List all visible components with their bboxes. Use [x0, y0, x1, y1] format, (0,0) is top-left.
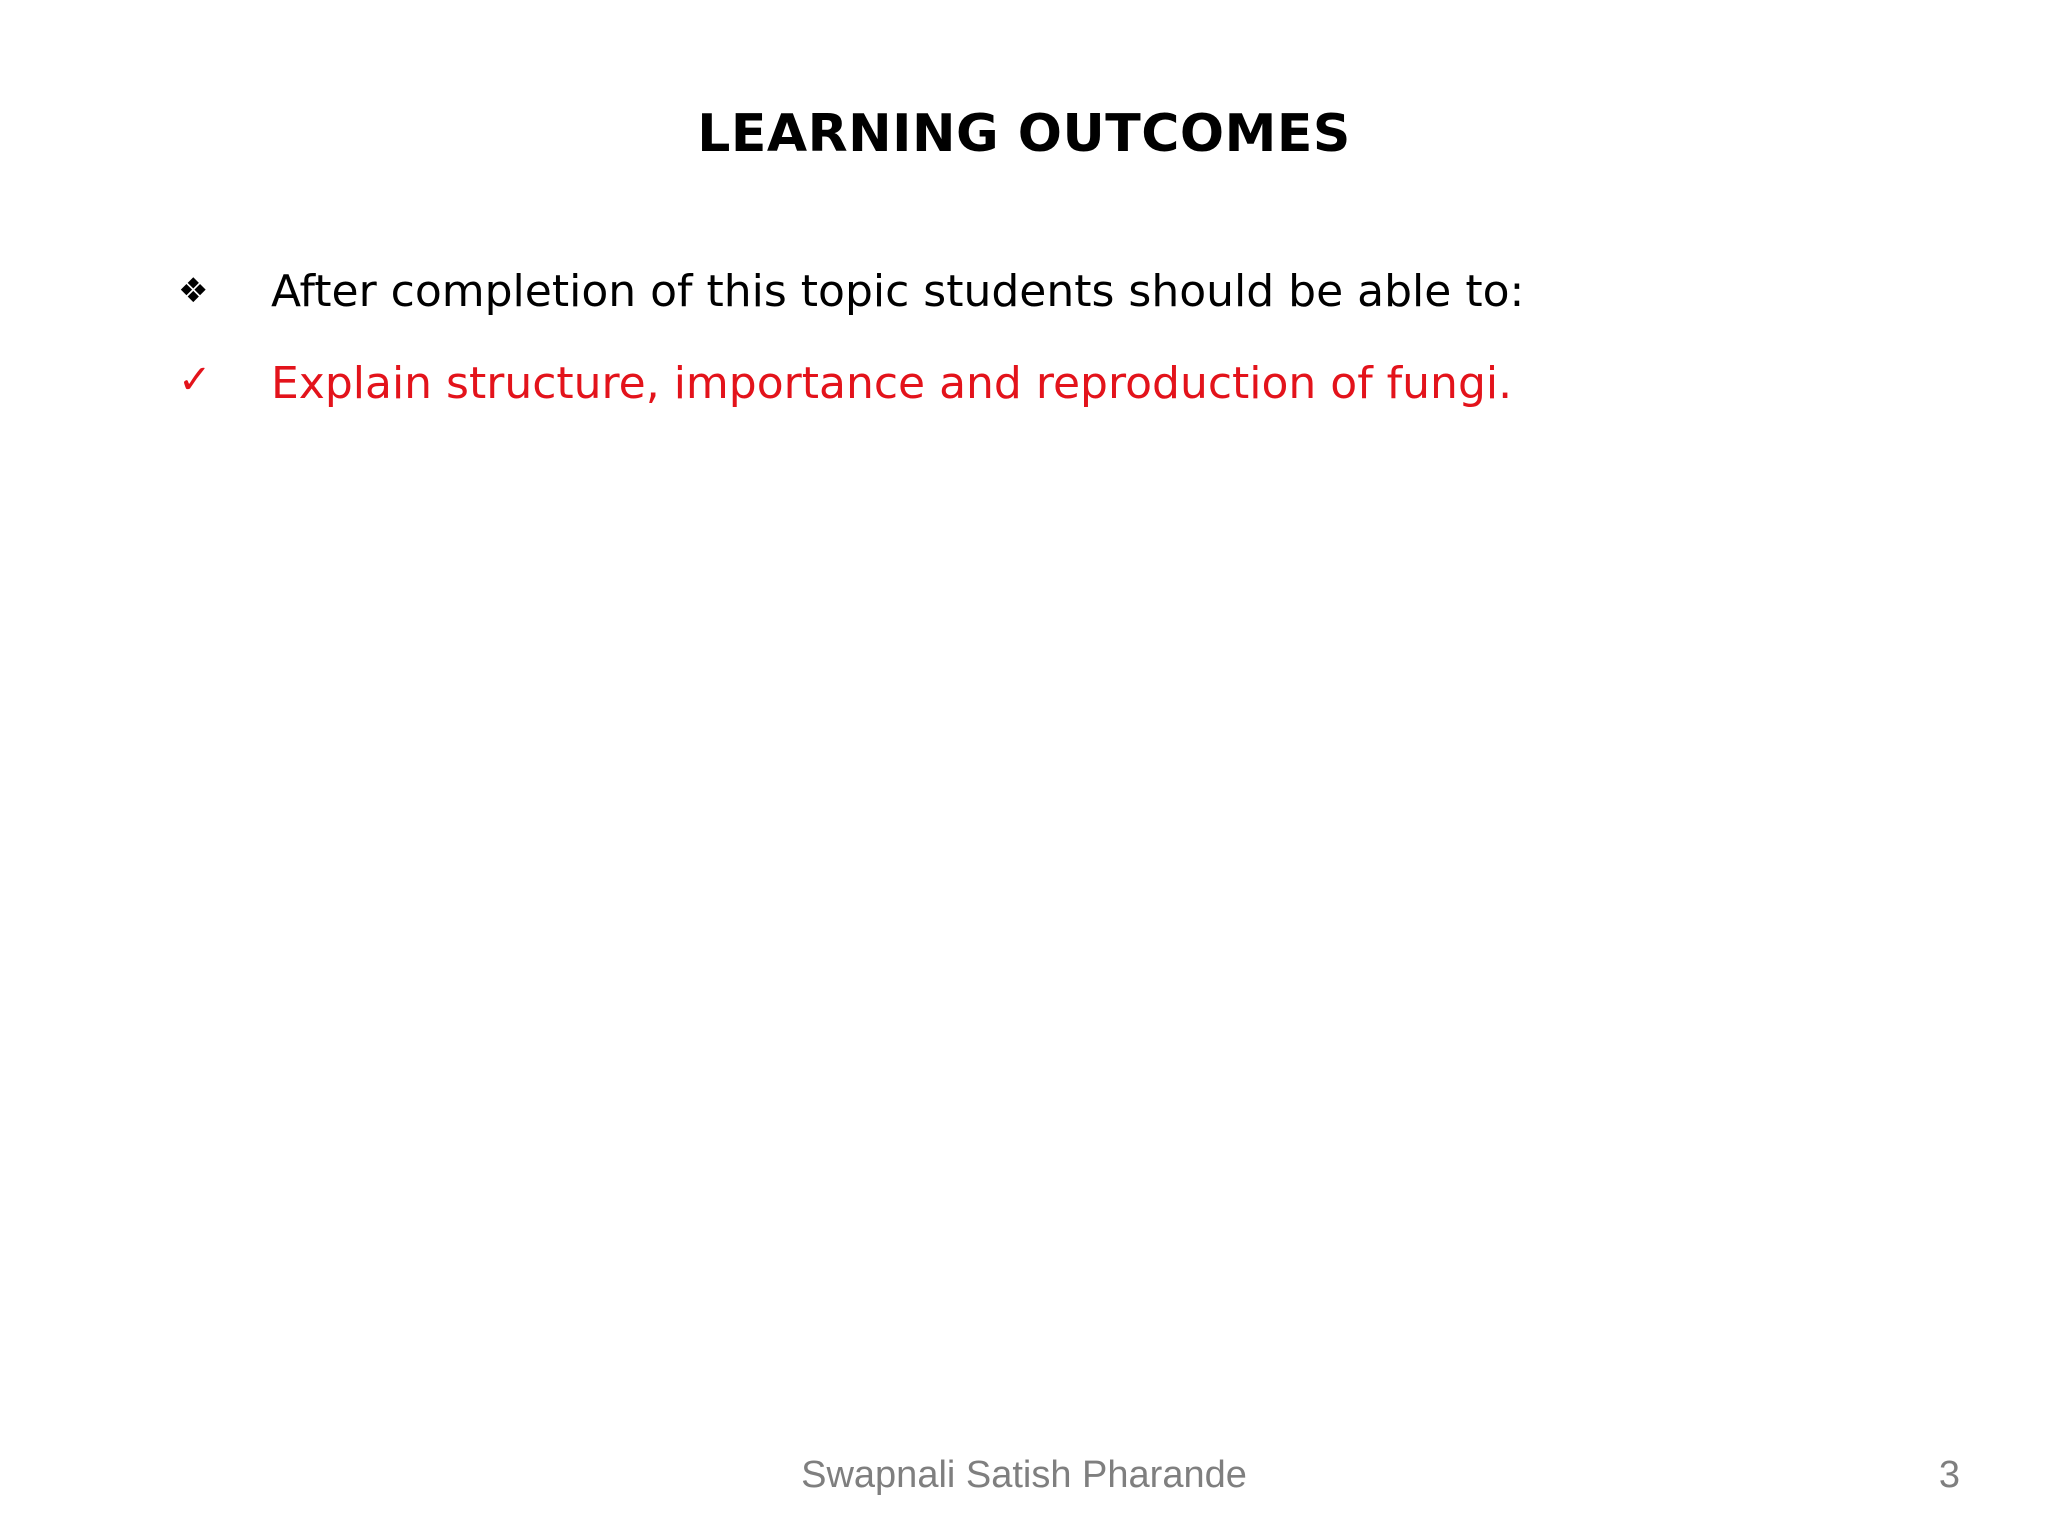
bullet-item-outcome: [0, 357, 2048, 430]
four-diamond-bullet-icon: ❖: [178, 271, 209, 311]
check-mark-icon: ✓: [178, 357, 212, 403]
page-number: 3: [1938, 1454, 1960, 1496]
bullet-text-intro: After completion of this topic students should be able to:: [271, 266, 1525, 317]
bullet-item-intro: [0, 268, 2048, 338]
slide-title: LEARNING OUTCOMES: [697, 104, 1351, 164]
bullet-text-outcome: Explain structure, importance and reproduction of fungi.: [271, 358, 1513, 409]
footer-author: Swapnali Satish Pharande: [801, 1454, 1247, 1496]
